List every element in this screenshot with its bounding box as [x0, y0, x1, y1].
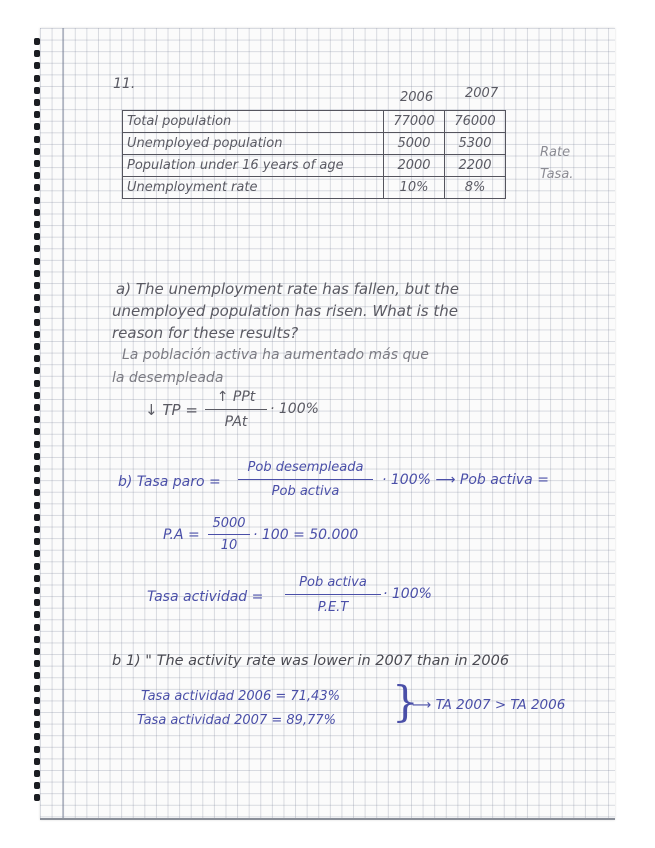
part-b-label: b) Tasa paro =: [118, 474, 221, 490]
binder-holes: [0, 0, 40, 848]
cell-2007: 2200: [445, 155, 506, 177]
margin-line: [62, 28, 64, 820]
conclusion: ⟶ TA 2007 > TA 2006: [412, 697, 566, 713]
fraction-bar: [208, 534, 250, 535]
table-row: [123, 111, 506, 133]
pa-numerator: 5000: [212, 516, 246, 531]
part-b-denominator: Pob activa: [271, 484, 340, 499]
answer-a-line-2: la desempleada: [112, 370, 224, 386]
cell-2007: 5300: [445, 133, 506, 155]
question-a-line-3: reason for these results?: [112, 324, 299, 342]
cell-2007: 76000: [445, 111, 506, 133]
row-label: Unemployment rate: [123, 177, 384, 199]
cell-2007: 8%: [445, 177, 506, 199]
table-row: [123, 155, 506, 177]
part-b-tail: · 100% ⟶ Pob activa =: [382, 472, 549, 488]
part-b1-statement: b 1) " The activity rate was lower in 2007 than in 2006: [112, 653, 510, 669]
year-header-2007: 2007: [465, 86, 499, 101]
activity-rate-lhs: Tasa actividad =: [147, 589, 264, 605]
activity-rate-2007: Tasa actividad 2007 = 89,77%: [137, 713, 336, 728]
activity-rate-tail: · 100%: [383, 586, 432, 602]
side-note-rate: Rate: [540, 145, 571, 160]
pa-tail: · 100 = 50.000: [253, 527, 359, 543]
cell-2006: 2000: [384, 155, 445, 177]
activity-rate-2006: Tasa actividad 2006 = 71,43%: [141, 689, 340, 704]
activity-rate-denominator: P.E.T: [317, 600, 349, 615]
exercise-number: 11.: [113, 76, 136, 92]
year-header-2006: 2006: [400, 90, 434, 105]
fraction-bar: [238, 479, 373, 480]
curly-brace: }: [392, 677, 419, 726]
fraction-bar: [285, 594, 381, 595]
cell-2006: 5000: [384, 133, 445, 155]
row-label: Population under 16 years of age: [123, 155, 384, 177]
question-a-line-1: a) The unemployment rate has fallen, but the: [116, 280, 459, 298]
page-bottom-edge: [40, 818, 615, 820]
population-table: [122, 110, 506, 199]
table-row: [123, 177, 506, 199]
formula-tp-lhs: ↓ TP =: [145, 401, 198, 419]
fraction-bar: [205, 409, 267, 410]
row-label: Unemployed population: [123, 133, 384, 155]
row-label: Total population: [123, 111, 384, 133]
side-note-tasa: Tasa.: [540, 167, 574, 182]
question-a-line-2: unemployed population has risen. What is the: [112, 302, 458, 320]
formula-tp-denominator: PAt: [224, 414, 248, 430]
pa-denominator: 10: [220, 538, 238, 553]
formula-tp-tail: · 100%: [270, 401, 319, 417]
table-row: [123, 133, 506, 155]
cell-2006: 10%: [384, 177, 445, 199]
part-b-numerator: Pob desempleada: [247, 460, 364, 475]
formula-tp-numerator: ↑ PPt: [216, 389, 256, 405]
pa-lhs: P.A =: [163, 527, 200, 543]
cell-2006: 77000: [384, 111, 445, 133]
activity-rate-numerator: Pob activa: [299, 575, 367, 590]
answer-a-line-1: La población activa ha aumentado más que: [122, 347, 429, 363]
